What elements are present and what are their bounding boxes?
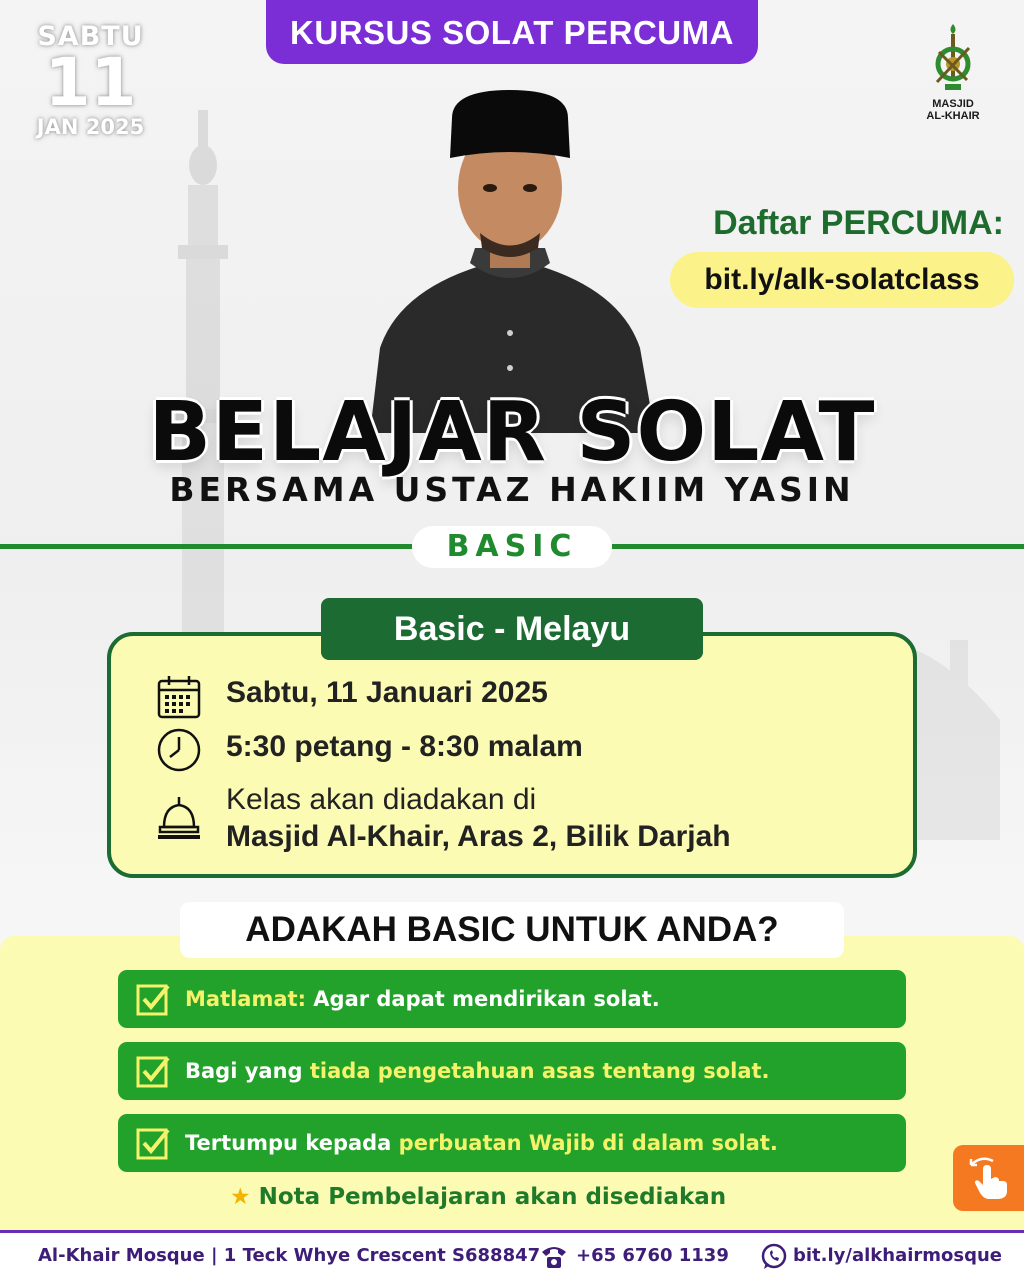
date-day: SABTU bbox=[37, 21, 144, 52]
footer-bar bbox=[0, 1230, 1024, 1280]
footer-whatsapp[interactable]: bit.ly/alkhairmosque bbox=[793, 1245, 1003, 1266]
learning-note bbox=[230, 1184, 830, 1210]
footer-address: Al-Khair Mosque | 1 Teck Whye Crescent S688847 bbox=[38, 1245, 541, 1266]
ustaz-portrait bbox=[340, 88, 680, 433]
suitability-highlight: tiada pengetahuan asas tentang solat. bbox=[309, 1059, 770, 1083]
star-icon: ★ bbox=[230, 1184, 251, 1210]
register-link[interactable]: bit.ly/alk-solatclass bbox=[670, 252, 1014, 308]
whatsapp-icon bbox=[760, 1243, 788, 1271]
suitability-body: Agar dapat mendirikan solat. bbox=[305, 987, 660, 1011]
mosque-logo bbox=[914, 22, 992, 122]
suitability-item-text bbox=[185, 1114, 778, 1172]
suitability-body: Bagi yang bbox=[185, 1059, 310, 1083]
level-divider-right bbox=[612, 544, 1024, 549]
session-location: Masjid Al-Khair, Aras 2, Bilik Darjah bbox=[226, 820, 731, 853]
suitability-highlight: Matlamat: bbox=[185, 987, 306, 1011]
session-title: Basic - Melayu bbox=[321, 598, 703, 660]
checkbox-icon bbox=[136, 982, 170, 1016]
mosque-icon bbox=[156, 795, 202, 841]
logo-line-1: MASJID bbox=[932, 98, 974, 110]
suitability-item bbox=[118, 970, 906, 1028]
date-number: 11 bbox=[44, 44, 137, 121]
session-time: 5:30 petang - 8:30 malam bbox=[226, 730, 583, 763]
phone-icon bbox=[540, 1243, 568, 1271]
date-month-year: JAN 2025 bbox=[36, 115, 145, 139]
course-banner: KURSUS SOLAT PERCUMA bbox=[266, 0, 758, 64]
learning-note-text: Nota Pembelajaran akan disediakan bbox=[258, 1184, 727, 1210]
headline-title: BELAJAR SOLAT bbox=[148, 385, 876, 480]
checkbox-icon bbox=[136, 1054, 170, 1088]
suitability-heading: ADAKAH BASIC UNTUK ANDA? bbox=[180, 902, 844, 958]
register-label: Daftar PERCUMA: bbox=[713, 204, 1004, 242]
headline-subtitle: BERSAMA USTAZ HAKIIM YASIN bbox=[169, 470, 855, 509]
suitability-item bbox=[118, 1042, 906, 1100]
hand-pointer-icon bbox=[967, 1155, 1011, 1201]
session-date: Sabtu, 11 Januari 2025 bbox=[226, 676, 548, 709]
suitability-item-text bbox=[185, 1042, 770, 1100]
suitability-body: Tertumpu kepada bbox=[185, 1131, 399, 1155]
footer-phone[interactable]: +65 6760 1139 bbox=[576, 1245, 729, 1266]
date-badge bbox=[18, 22, 163, 140]
level-label: BASIC bbox=[412, 526, 612, 568]
swipe-hand-button[interactable] bbox=[953, 1145, 1024, 1211]
calendar-icon bbox=[156, 674, 202, 720]
level-divider-left bbox=[0, 544, 412, 549]
clock-icon bbox=[156, 727, 202, 773]
suitability-item-text bbox=[185, 970, 660, 1028]
suitability-item bbox=[118, 1114, 906, 1172]
logo-line-2: AL-KHAIR bbox=[926, 110, 980, 122]
suitability-highlight: perbuatan Wajib di dalam solat. bbox=[398, 1131, 778, 1155]
checkbox-icon bbox=[136, 1126, 170, 1160]
location-intro: Kelas akan diadakan di bbox=[226, 783, 537, 816]
mosque-emblem-icon bbox=[931, 22, 975, 98]
